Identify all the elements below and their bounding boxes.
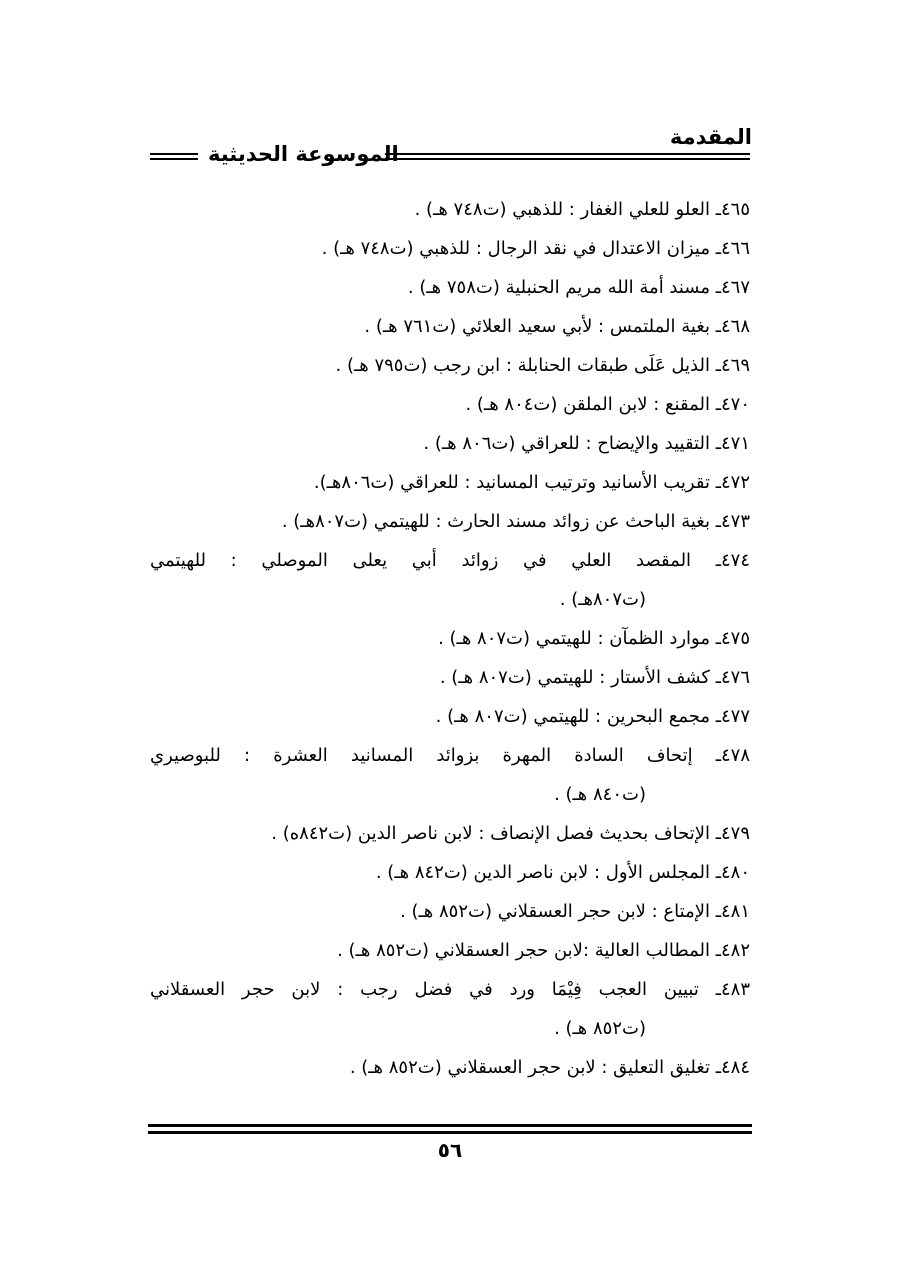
list-item: ٤٦٨ـ بغية الملتمس : لأبي سعيد العلائي (ت٧٦١ هـ) . [364, 316, 750, 337]
bibliography-list [150, 190, 750, 1087]
list-item: ٤٧٨ـ إتحاف السادة المهرة بزوائد المسانيد العشرة : للبوصيري [150, 745, 750, 766]
list-item: ٤٧٢ـ تقريب الأسانيد وترتيب المسانيد : للعراقي (ت٨٠٦هـ). [313, 472, 750, 493]
header-rule [150, 158, 198, 160]
list-item-continuation: (ت٨٥٢ هـ) . [554, 1018, 646, 1039]
list-item: ٤٨٣ـ تبيين العجب فِيْمَا ورد في فضل رجب : لابن حجر العسقلاني [150, 979, 750, 1000]
header-rule [385, 158, 750, 160]
footer-rule [148, 1124, 752, 1127]
list-item: ٤٧٠ـ المقنع : لابن الملقن (ت٨٠٤ هـ) . [465, 394, 750, 415]
list-item-continuation: (ت٨٤٠ هـ) . [554, 784, 646, 805]
list-item: ٤٧٥ـ موارد الظمآن : للهيتمي (ت٨٠٧ هـ) . [438, 628, 750, 649]
list-item: ٤٧٣ـ بغية الباحث عن زوائد مسند الحارث : للهيتمي (ت٨٠٧هـ) . [281, 511, 750, 532]
list-item: ٤٧٦ـ كشف الأستار : للهيتمي (ت٨٠٧ هـ) . [439, 667, 750, 688]
list-item: ٤٨٠ـ المجلس الأول : لابن ناصر الدين (ت٨٤٢ هـ) . [375, 862, 750, 883]
footer-rule [148, 1131, 752, 1134]
list-item: ٤٨٢ـ المطالب العالية :لابن حجر العسقلاني (ت٨٥٢ هـ) . [337, 940, 750, 961]
list-item: ٤٦٦ـ ميزان الاعتدال في نقد الرجال : للذهبي (ت٧٤٨ هـ) . [321, 238, 750, 259]
list-item: ٤٧١ـ التقييد والإيضاح : للعراقي (ت٨٠٦ هـ) . [423, 433, 750, 454]
list-item: ٤٧٩ـ الإتحاف بحديث فصل الإنصاف : لابن ناصر الدين (ت٨٤٢ه) . [271, 823, 750, 844]
header-rule [150, 153, 198, 155]
list-item: ٤٨١ـ الإمتاع : لابن حجر العسقلاني (ت٨٥٢ هـ) . [400, 901, 750, 922]
page-number: ٥٦ [437, 1138, 463, 1162]
list-item: ٤٨٤ـ تغليق التعليق : لابن حجر العسقلاني (ت٨٥٢ هـ) . [349, 1057, 750, 1078]
list-item-continuation: (ت٨٠٧هـ) . [559, 589, 646, 610]
list-item: ٤٧٧ـ مجمع البحرين : للهيتمي (ت٨٠٧ هـ) . [435, 706, 750, 727]
list-item: ٤٦٩ـ الذيل عَلَى طبقات الحنابلة : ابن رجب (ت٧٩٥ هـ) . [335, 355, 750, 376]
list-item: ٤٦٧ـ مسند أمة الله مريم الحنبلية (ت٧٥٨ هـ) . [407, 277, 750, 298]
book-title: الموسوعة الحديثية [208, 142, 399, 166]
header-rule [385, 153, 750, 155]
list-item: ٤٦٥ـ العلو للعلي الغفار : للذهبي (ت٧٤٨ هـ) . [414, 199, 750, 220]
list-item: ٤٧٤ـ المقصد العلي في زوائد أبي يعلى الموصلي : للهيتمي [150, 550, 750, 571]
chapter-heading: المقدمة [669, 125, 752, 149]
